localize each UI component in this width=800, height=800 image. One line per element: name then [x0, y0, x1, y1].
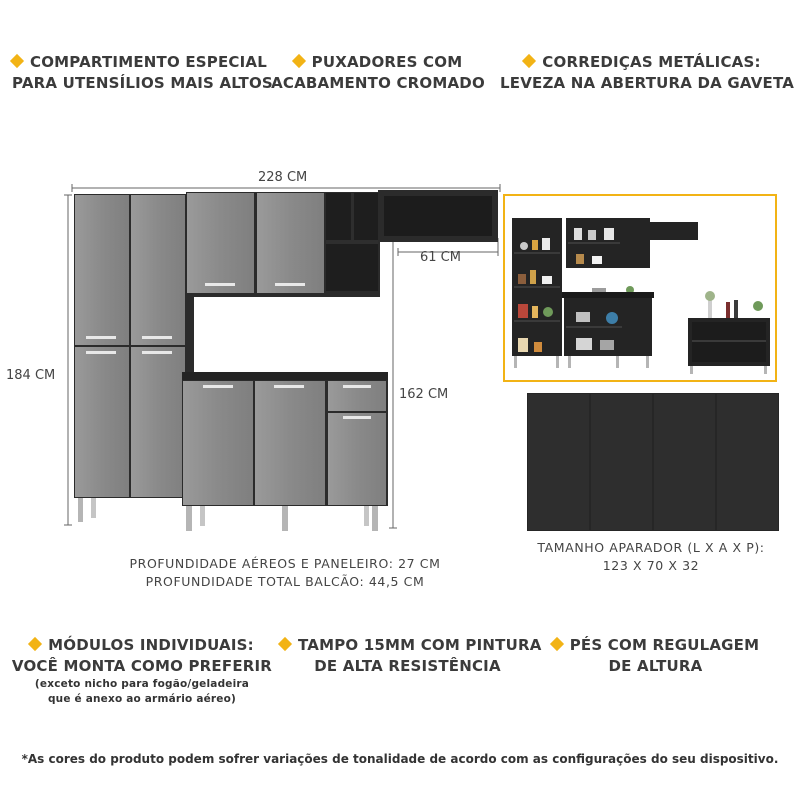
sideboard-info-line-1: TAMANHO APARADOR (L X A X P): — [537, 540, 765, 555]
counter-height-label: 162 CM — [399, 387, 449, 402]
depth-info-line-1: PROFUNDIDADE AÉREOS E PANELEIRO: 27 CM — [129, 556, 441, 571]
feature-metal-slides: CORREDIÇAS METÁLICAS: LEVEZA NA ABERTURA DA GAVETA — [500, 53, 795, 92]
feature-chrome-handles: PUXADORES COM ACABAMENTO CROMADO — [271, 53, 485, 92]
sideboard-info-line-2: 123 X 70 X 32 — [602, 558, 700, 573]
tall-pantry — [74, 194, 186, 522]
feature-individual-modules: MÓDULOS INDIVIDUAIS: VOCÊ MONTA COMO PREFERIR (exceto nicho para fogão/geladeira que é anexo ao armário aéreo) — [11, 636, 273, 705]
depth-info — [100, 555, 470, 591]
sideboard-front — [527, 393, 779, 531]
feature-special-compartment: COMPARTIMENTO ESPECIAL PARA UTENSÍLIOS MAIS ALTOS — [12, 52, 262, 94]
diamond-bullet-icon — [28, 637, 42, 651]
counter-cabinet — [182, 296, 388, 531]
aerial-cabinet — [186, 192, 380, 297]
feature-top-15mm: TAMPO 15MM COM PINTURA DE ALTA RESISTÊNCIA — [280, 635, 535, 677]
color-disclaimer: *As cores do produto podem sofrer variações de tonalidade de acordo com as configurações do seu dispositivo. — [21, 752, 779, 766]
height-label: 184 CM — [6, 368, 56, 383]
sideboard-info — [520, 539, 782, 575]
aerial-depth-label: 61 CM — [420, 250, 461, 265]
width-label: 228 CM — [258, 170, 308, 185]
diamond-bullet-icon — [278, 637, 292, 651]
ambient-photo — [504, 195, 776, 381]
open-shelf — [378, 190, 498, 242]
feature-adjustable-feet: PÉS COM REGULAGEM DE ALTURA — [548, 635, 763, 677]
diamond-bullet-icon — [550, 637, 564, 651]
depth-info-line-2: PROFUNDIDADE TOTAL BALCÃO: 44,5 CM — [145, 574, 425, 589]
